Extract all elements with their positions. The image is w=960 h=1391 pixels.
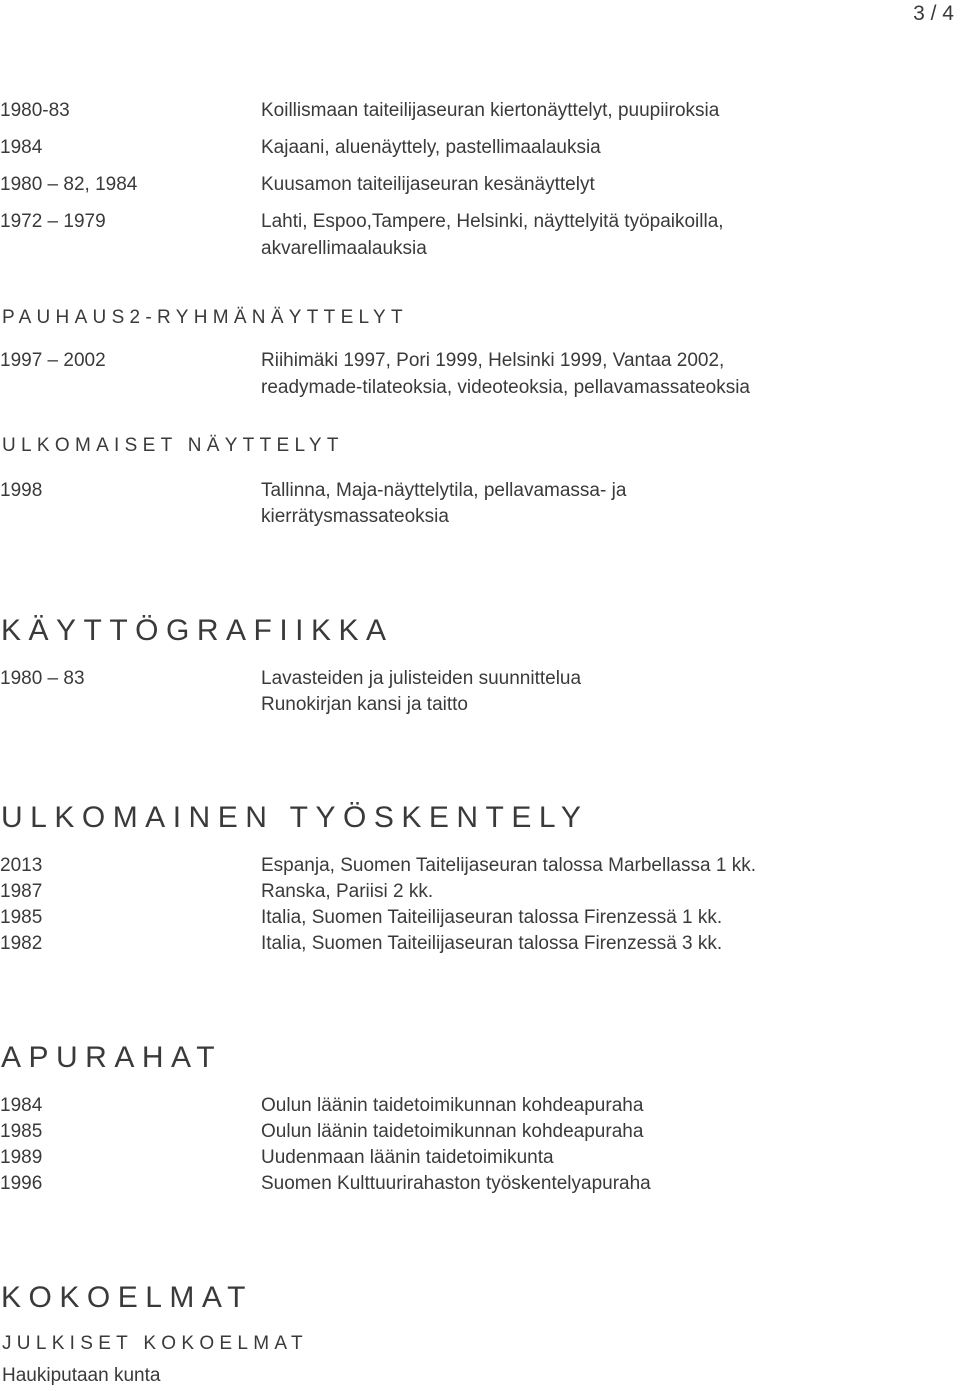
entry-description: Koillismaan taiteilijaseuran kiertonäyttelyt, puupiiroksia <box>261 100 720 121</box>
entry-description: Oulun läänin taidetoimikunnan kohdeapuraha <box>261 1095 644 1116</box>
year-label: 1987 <box>0 881 43 902</box>
year-label: 1997 – 2002 <box>0 350 106 371</box>
year-label: 1996 <box>0 1173 43 1194</box>
section-heading-apurahat: APURAHAT <box>1 1041 223 1074</box>
section-heading-kayttografiikka: KÄYTTÖGRAFIIKKA <box>1 614 394 647</box>
entry-description: Ranska, Pariisi 2 kk. <box>261 881 434 902</box>
entry-description: Uudenmaan läänin taidetoimikunta <box>261 1147 554 1168</box>
entry-description: kierrätysmassateoksia <box>261 506 449 527</box>
entry-description: Kajaani, aluenäyttely, pastellimaalauksia <box>261 137 601 158</box>
page-number: 3 / 4 <box>913 2 954 25</box>
section-heading-kokoelmat: KOKOELMAT <box>1 1281 253 1314</box>
entry-description: Espanja, Suomen Taitelijaseuran talossa Marbellassa 1 kk. <box>261 855 756 876</box>
entry-description: akvarellimaalauksia <box>261 238 427 259</box>
year-label: 1980-83 <box>0 100 70 121</box>
year-label: 1980 – 82, 1984 <box>0 174 138 195</box>
entry-description: Kuusamon taiteilijaseuran kesänäyttelyt <box>261 174 595 195</box>
section-subheading-julkiset-kokoelmat: JULKISET KOKOELMAT <box>2 1333 308 1354</box>
entry-description: readymade-tilateoksia, videoteoksia, pellavamassateoksia <box>261 377 750 398</box>
year-label: 1998 <box>0 480 43 501</box>
year-label: 1982 <box>0 933 43 954</box>
entry-description: Tallinna, Maja-näyttelytila, pellavamassa- ja <box>261 480 627 501</box>
entry-description: Oulun läänin taidetoimikunnan kohdeapuraha <box>261 1121 644 1142</box>
entry-description: Italia, Suomen Taiteilijaseuran talossa Firenzessä 1 kk. <box>261 907 723 928</box>
year-label: 1984 <box>0 1095 43 1116</box>
section-heading-ulkomainen: ULKOMAINEN TYÖSKENTELY <box>1 801 589 834</box>
entry-description: Lahti, Espoo,Tampere, Helsinki, näyttelyitä työpaikoilla, <box>261 211 724 232</box>
entry-description: Lavasteiden ja julisteiden suunnittelua <box>261 668 582 689</box>
entry-description: Runokirjan kansi ja taitto <box>261 694 468 715</box>
year-label: 1985 <box>0 907 43 928</box>
year-label: 2013 <box>0 855 43 876</box>
entry-description: Suomen Kulttuurirahaston työskentelyapuraha <box>261 1173 651 1194</box>
year-label: 1985 <box>0 1121 43 1142</box>
year-label: 1984 <box>0 137 43 158</box>
year-label: 1972 – 1979 <box>0 211 106 232</box>
collection-name: Haukiputaan kunta <box>2 1365 161 1386</box>
entry-description: Riihimäki 1997, Pori 1999, Helsinki 1999, Vantaa 2002, <box>261 350 725 371</box>
year-label: 1980 – 83 <box>0 668 85 689</box>
section-subheading-ulkomaiset: ULKOMAISET NÄYTTELYT <box>2 435 344 456</box>
section-subheading-pauhaus: PAUHAUS2-RYHMÄNÄYTTELYT <box>2 307 408 328</box>
year-label: 1989 <box>0 1147 43 1168</box>
entry-description: Italia, Suomen Taiteilijaseuran talossa Firenzessä 3 kk. <box>261 933 723 954</box>
